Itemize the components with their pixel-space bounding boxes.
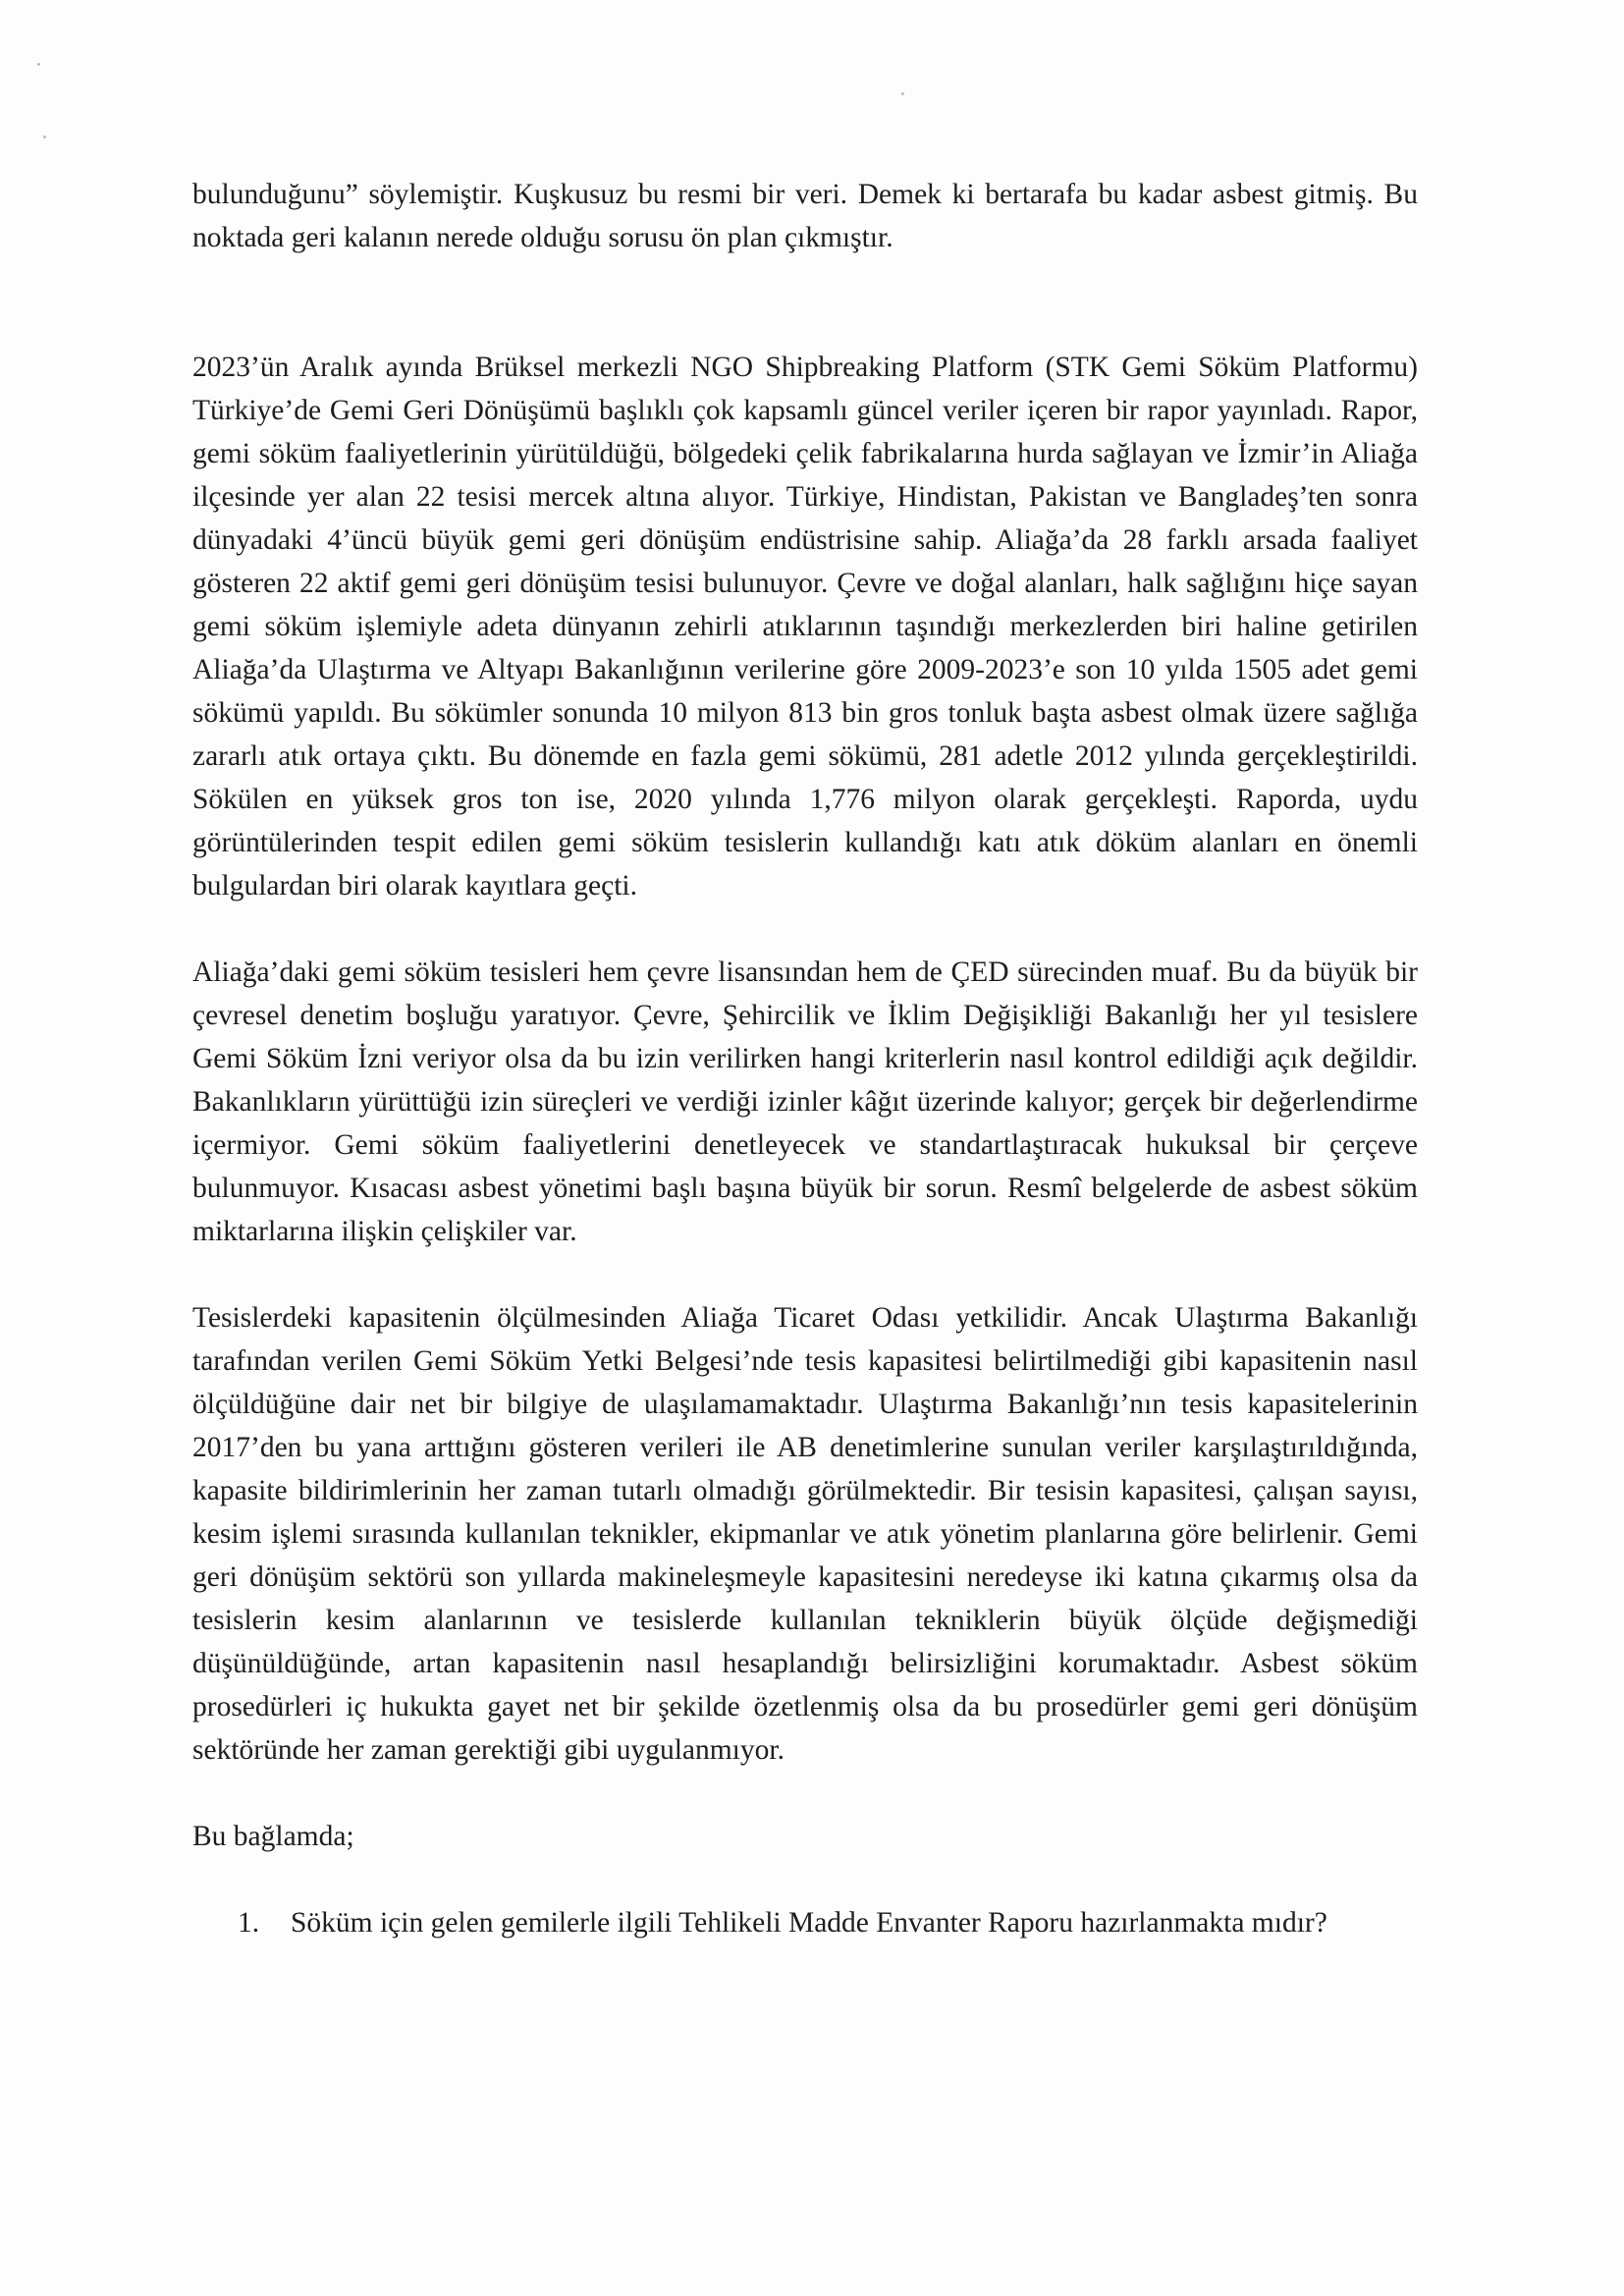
scan-speck: [43, 136, 46, 138]
scan-speck: [37, 63, 40, 66]
paragraph-capacity: Tesislerdeki kapasitenin ölçülmesinden Aliağa Ticaret Odası yetkilidir. Ancak Ulaştırma Bakanlığı tarafından verilen Gemi Söküm Yetki Belgesi’nde tesis kapasitesi belirtilmediği gibi kapasitenin nasıl ölçüldüğüne dair net bir bilgiye de ulaşılamamaktadır. Ulaştırma Bakanlığı’nın tesis kapasitelerinin 2017’den bu yana arttığını gösteren verileri ile AB denetimlerine sunulan veriler karşılaştırıldığında, kapasite bildirimlerinin her zaman tutarlı olmadığı görülmektedir. Bir tesisin kapasitesi, çalışan sayısı, kesim işlemi sırasında kullanılan teknikler, ekipmanlar ve atık yönetim planlarına göre belirlenir. Gemi geri dönüşüm sektörü son yıllarda makineleşmeyle kapasitesini neredeyse iki katına çıkarmış olsa da tesislerin kesim alanlarının ve tesislerde kullanılan tekniklerin büyük ölçüde değişmediği düşünüldüğünde, artan kapasitenin nasıl hesaplandığı belirsizliğini korumaktadır. Asbest söküm prosedürleri iç hukukta gayet net bir şekilde özetlenmiş olsa da bu prosedürler gemi geri dönüşüm sektöründe her zaman gerektiği gibi uygulanmıyor.: [192, 1302, 1418, 1766]
paragraph-intro-questions: Bu bağlamda;: [192, 1821, 354, 1852]
question-list: [192, 1901, 1418, 1944]
document-body: [192, 173, 1418, 1944]
scan-speck: [901, 92, 904, 95]
question-item: [192, 1901, 1418, 1944]
paragraph-continuation: bulunduğunu” söylemiştir. Kuşkusuz bu resmi bir veri. Demek ki bertarafa bu kadar asbest gitmiş. Bu noktada geri kalanın nerede olduğu sorusu ön plan çıkmıştır.: [192, 179, 1418, 253]
question-text: Söküm için gelen gemilerle ilgili Tehlikeli Madde Envanter Raporu hazırlanmakta mıdır?: [291, 1907, 1327, 1939]
paragraph-exemption: Aliağa’daki gemi söküm tesisleri hem çevre lisansından hem de ÇED sürecinden muaf. Bu da büyük bir çevresel denetim boşluğu yaratıyor. Çevre, Şehircilik ve İklim Değişikliği Bakanlığı her yıl tesislere Gemi Söküm İzni veriyor olsa da bu izin verilirken hangi kriterlerin nasıl kontrol edildiği açık değildir. Bakanlıkların yürüttüğü izin süreçleri ve verdiği izinler kâğıt üzerinde kalıyor; gerçek bir değerlendirme içermiyor. Gemi söküm faaliyetlerini denetleyecek ve standartlaştıracak hukuksal bir çerçeve bulunmuyor. Kısacası asbest yönetimi başlı başına büyük bir sorun. Resmî belgelerde de asbest söküm miktarlarına ilişkin çelişkiler var.: [192, 957, 1418, 1247]
question-number: 1.: [238, 1907, 260, 1939]
paragraph-report: 2023’ün Aralık ayında Brüksel merkezli NGO Shipbreaking Platform (STK Gemi Söküm Platformu) Türkiye’de Gemi Geri Dönüşümü başlıklı çok kapsamlı güncel veriler içeren bir rapor yayınladı. Rapor, gemi söküm faaliyetlerinin yürütüldüğü, bölgedeki çelik fabrikalarına hurda sağlayan ve İzmir’in Aliağa ilçesinde yer alan 22 tesisi mercek altına alıyor. Türkiye, Hindistan, Pakistan ve Bangladeş’ten sonra dünyadaki 4’üncü büyük gemi geri dönüşüm endüstrisine sahip. Aliağa’da 28 farklı arsada faaliyet gösteren 22 aktif gemi geri dönüşüm tesisi bulunuyor. Çevre ve doğal alanları, halk sağlığını hiçe sayan gemi söküm işlemiyle adeta dünyanın zehirli atıklarının taşındığı merkezlerden biri haline getirilen Aliağa’da Ulaştırma ve Altyapı Bakanlığının verilerine göre 2009-2023’e son 10 yılda 1505 adet gemi sökümü yapıldı. Bu sökümler sonunda 10 milyon 813 bin gros tonluk başta asbest olmak üzere sağlığa zararlı atık ortaya çıktı. Bu dönemde en fazla gemi sökümü, 281 adetle 2012 yılında gerçekleştirildi. Sökülen en yüksek gros ton ise, 2020 yılında 1,776 milyon olarak gerçekleşti. Raporda, uydu görüntülerinden tespit edilen gemi söküm tesislerin kullandığı katı atık döküm alanları en önemli bulgulardan biri olarak kayıtlara geçti.: [192, 352, 1418, 902]
